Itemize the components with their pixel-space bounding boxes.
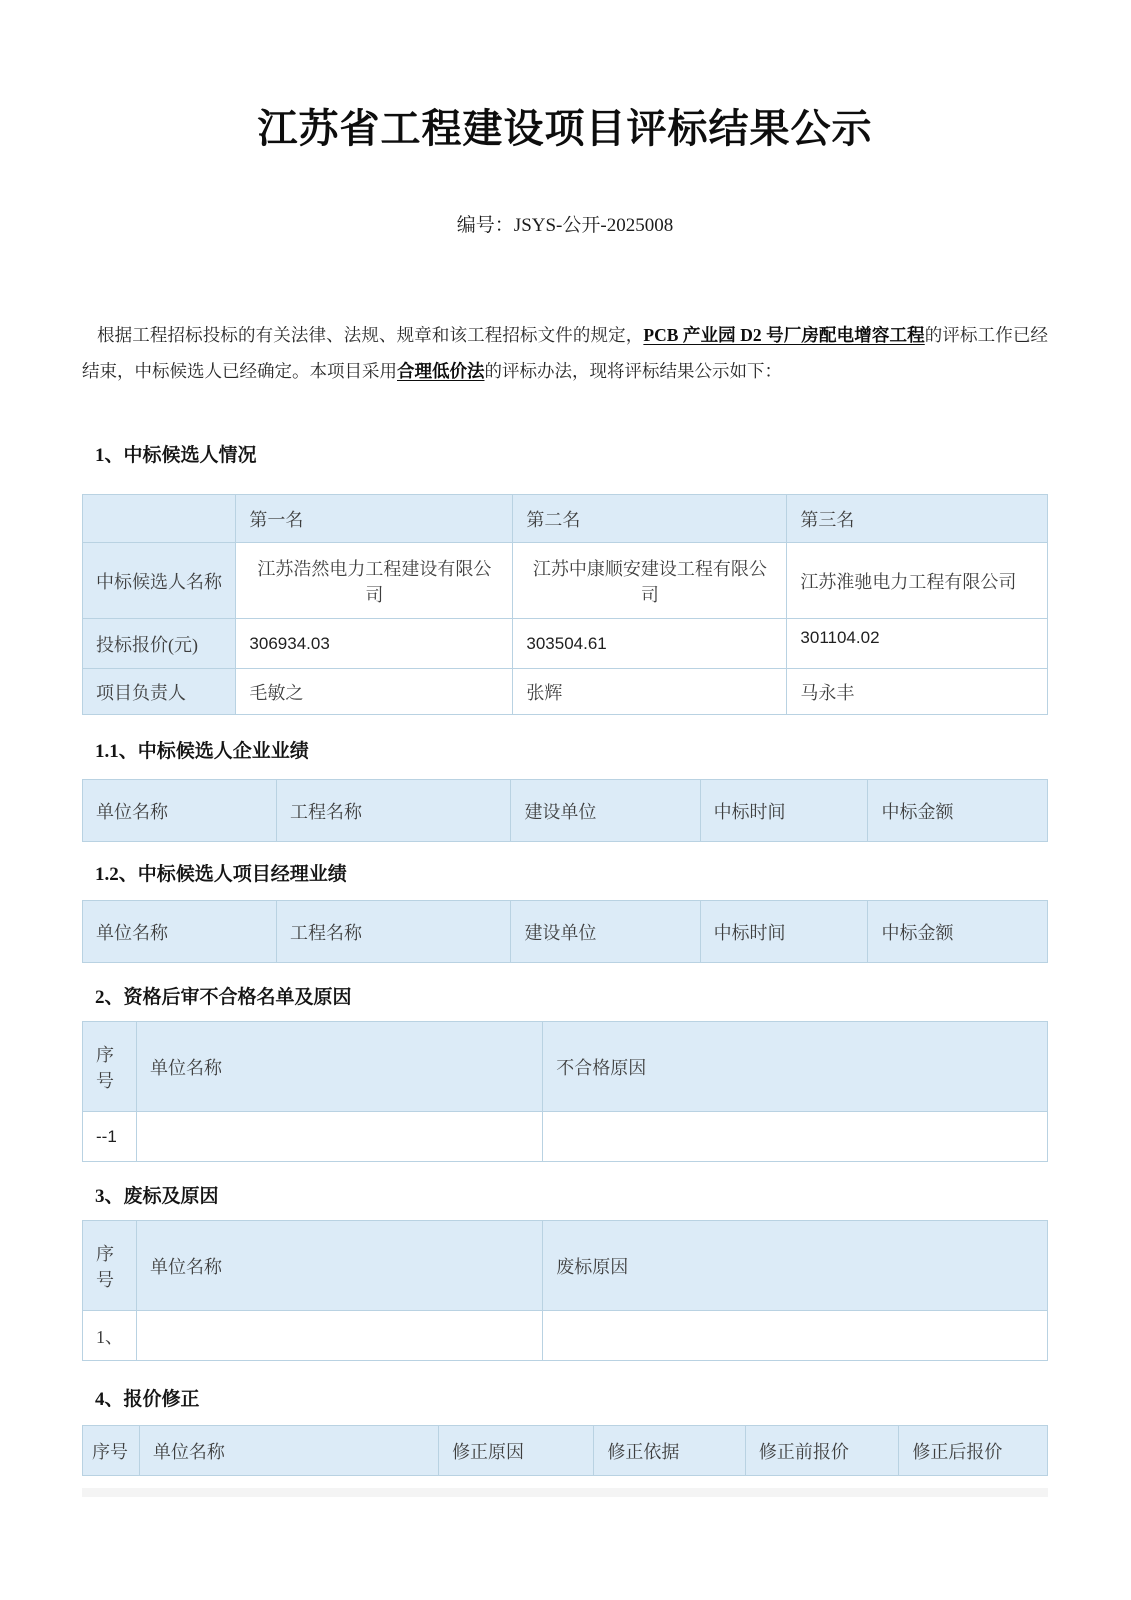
col-header-unit-name: 单位名称 (137, 1221, 543, 1311)
candidates-header-row (83, 495, 1048, 543)
enterprise-performance-header-row (83, 780, 1048, 842)
col-header-invalid-reason: 废标原因 (543, 1221, 1048, 1311)
disqualified-data-row (83, 1112, 1048, 1162)
page-title: 江苏省工程建设项目评标结果公示 (257, 106, 873, 151)
section-heading-enterprise-performance: 1.1、中标候选人企业业绩 (95, 741, 309, 762)
section-heading-disqualified: 2、资格后审不合格名单及原因 (95, 987, 352, 1008)
section-heading-manager-performance: 1.2、中标候选人项目经理业绩 (95, 864, 347, 885)
invalid-bids-data-row (83, 1311, 1048, 1361)
candidates-table (82, 494, 1048, 715)
document-content (82, 102, 1048, 1497)
col-header-correction-reason: 修正原因 (439, 1426, 594, 1476)
intro-segment-3: 的评标办法，现将评标结果公示如下： (484, 361, 782, 381)
disqualified-row-unit-name (137, 1112, 543, 1162)
invalid-bids-row-serial: 1、 (83, 1311, 137, 1361)
col-header-project-name: 工程名称 (276, 901, 510, 963)
col-header-project-name: 工程名称 (276, 780, 510, 842)
col-header-unit-name: 单位名称 (137, 1022, 543, 1112)
disqualified-table (82, 1021, 1048, 1162)
col-header-correction-basis: 修正依据 (594, 1426, 746, 1476)
col-header-second-place: 第二名 (513, 495, 787, 543)
enterprise-performance-table (82, 779, 1048, 842)
section-heading-price-correction: 4、报价修正 (95, 1389, 200, 1410)
col-header-price-before: 修正前报价 (745, 1426, 898, 1476)
col-header-serial-no: 序号 (83, 1221, 137, 1311)
candidate-1-name: 江苏浩然电力工程建设有限公司 (236, 543, 513, 619)
col-header-construction-unit: 建设单位 (511, 780, 700, 842)
row-label-bid-price: 投标报价(元) (83, 619, 236, 669)
col-header-unit-name: 单位名称 (83, 780, 277, 842)
manager-performance-header-row (83, 901, 1048, 963)
candidate-2-name: 江苏中康顺安建设工程有限公司 (513, 543, 787, 619)
candidate-2-price: 303504.61 (513, 619, 787, 669)
faint-empty-row (82, 1488, 1048, 1497)
candidate-1-manager: 毛敏之 (236, 669, 513, 715)
candidate-name-row (83, 543, 1048, 619)
invalid-bids-row-reason (543, 1311, 1048, 1361)
intro-segment-1: 根据工程招标投标的有关法律、法规、规章和该工程招标文件的规定， (97, 325, 644, 345)
project-name-emphasis: PCB 产业园 D2 号厂房配电增容工程 (643, 325, 925, 345)
price-correction-header-row (83, 1426, 1048, 1476)
col-header-award-amount: 中标金额 (868, 780, 1048, 842)
invalid-bids-row-unit-name (137, 1311, 543, 1361)
candidate-1-price: 306934.03 (236, 619, 513, 669)
section-heading-invalid-bids: 3、废标及原因 (95, 1186, 219, 1207)
candidate-3-price: 301104.02 (787, 619, 1048, 669)
col-header-unit-name: 单位名称 (83, 901, 277, 963)
evaluation-method-emphasis: 合理低价法 (397, 361, 485, 381)
manager-performance-table (82, 900, 1048, 963)
col-header-serial-no: 序号 (83, 1022, 137, 1112)
col-header-award-time: 中标时间 (700, 780, 868, 842)
col-header-third-place: 第三名 (787, 495, 1048, 543)
candidate-3-manager: 马永丰 (787, 669, 1048, 715)
row-label-project-manager: 项目负责人 (83, 669, 236, 715)
col-header-first-place: 第一名 (236, 495, 513, 543)
doc-number: 编号：JSYS-公开-2025008 (456, 215, 674, 236)
project-manager-row (83, 669, 1048, 715)
disqualified-header-row (83, 1022, 1048, 1112)
candidate-3-name: 江苏淮驰电力工程有限公司 (787, 543, 1048, 619)
col-header-construction-unit: 建设单位 (511, 901, 700, 963)
col-header-award-amount: 中标金额 (868, 901, 1048, 963)
row-label-candidate-name: 中标候选人名称 (83, 543, 236, 619)
col-header-serial-no: 序号 (83, 1426, 140, 1476)
col-header-disqualification-reason: 不合格原因 (543, 1022, 1048, 1112)
invalid-bids-table (82, 1220, 1048, 1361)
invalid-bids-header-row (83, 1221, 1048, 1311)
disqualified-row-serial: --1 (83, 1112, 137, 1162)
section-heading-candidates: 1、中标候选人情况 (95, 445, 257, 466)
price-correction-table (82, 1425, 1048, 1476)
disqualified-row-reason (543, 1112, 1048, 1162)
col-header-award-time: 中标时间 (700, 901, 868, 963)
bid-price-row (83, 619, 1048, 669)
col-header-price-after: 修正后报价 (899, 1426, 1048, 1476)
corner-cell (83, 495, 236, 543)
intro-paragraph (82, 317, 1048, 389)
intro-segment-2: 的评标工作已经结束，中标候选人已经确定。本项目采用 (82, 325, 1049, 381)
col-header-unit-name: 单位名称 (139, 1426, 438, 1476)
candidate-2-manager: 张辉 (513, 669, 787, 715)
